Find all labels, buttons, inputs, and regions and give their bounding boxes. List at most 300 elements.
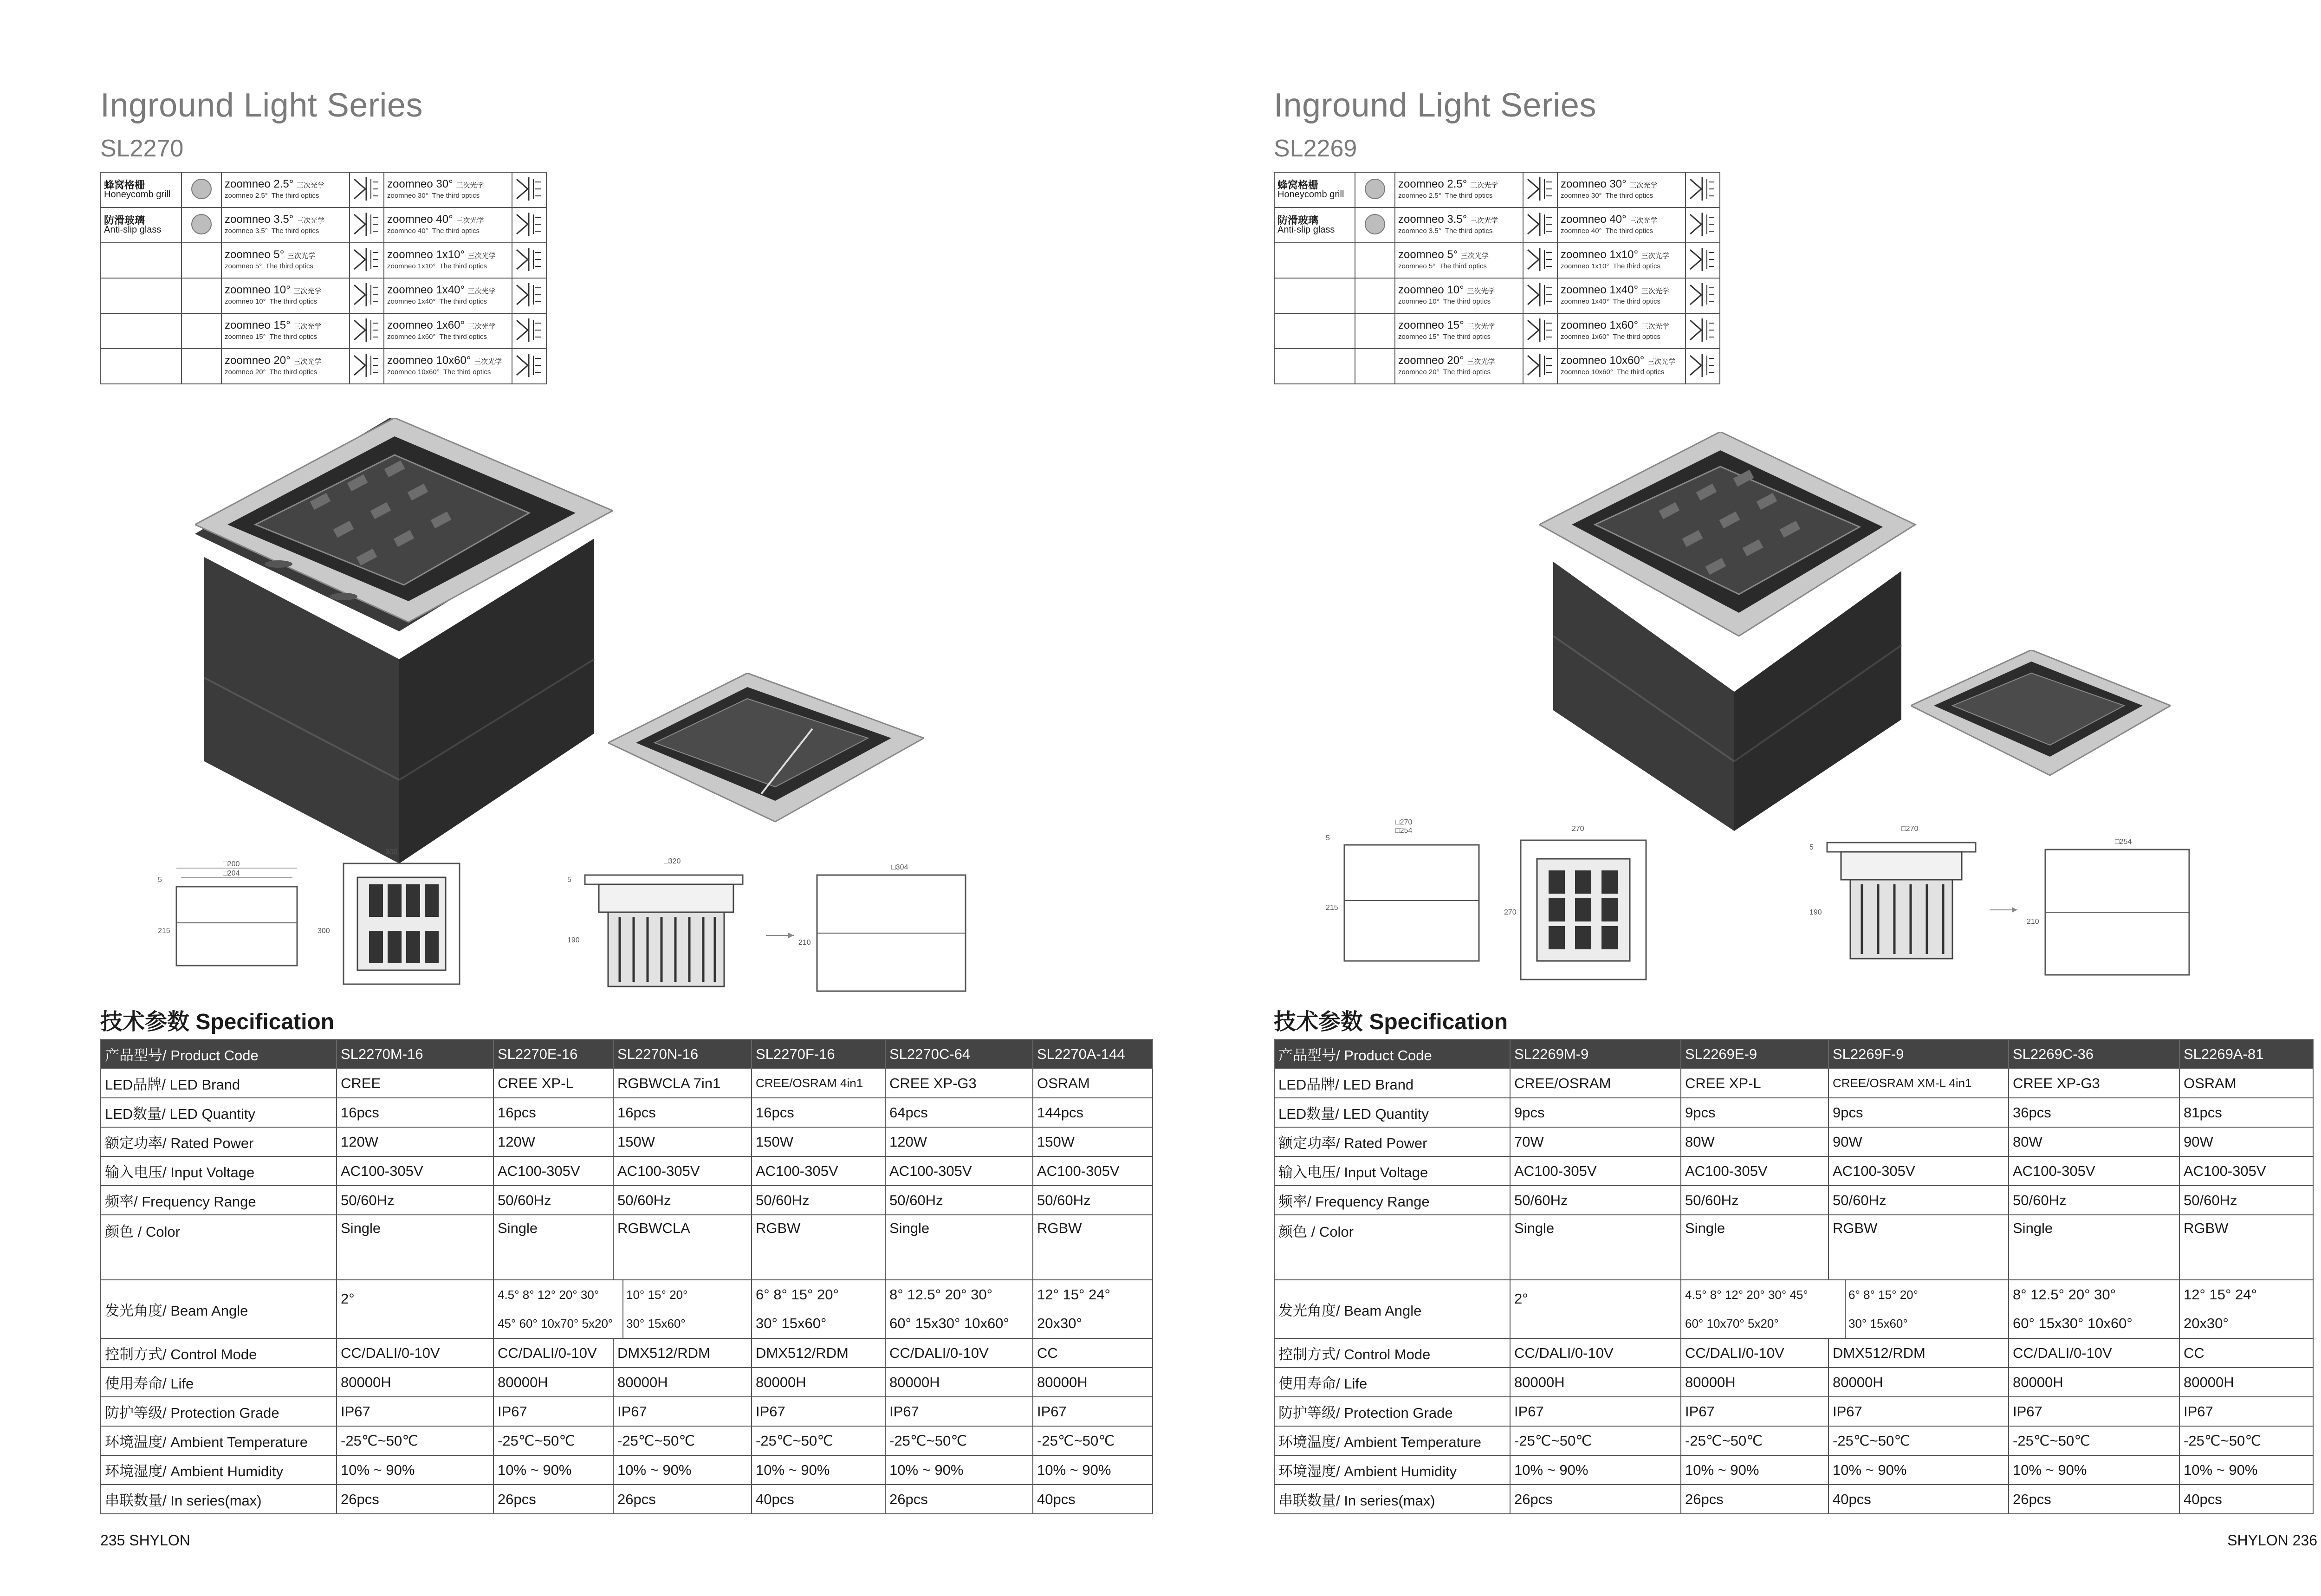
svg-text:□270: □270	[1901, 825, 1919, 833]
spec-cell: 输入电压/ Input Voltage	[1274, 1156, 1510, 1186]
spec-cell: 50/60Hz	[752, 1186, 885, 1215]
model-number: SL2269	[1274, 135, 1357, 162]
option-swatch	[1355, 278, 1395, 313]
spec-cell: 4.5° 8° 12° 20° 30° 45° 60° 10x70° 5x20° 6° 8° 15° 20° 30° 15x60°	[1681, 1280, 2009, 1338]
optic-option: zoomneo 1x10° 三次光学 zoomneo 1x10° The third optics	[384, 243, 512, 278]
spec-header-cell: 产品型号/ Product Code	[1274, 1039, 1510, 1069]
spec-cell: 80000H	[1033, 1368, 1153, 1397]
spec-cell: IP67	[1828, 1397, 2009, 1426]
spec-header-cell: SL2269E-9	[1681, 1039, 1828, 1069]
spec-row	[101, 1338, 1153, 1368]
spec-cell: IP67	[613, 1397, 752, 1426]
spec-cell: 4.5° 8° 12° 20° 30° 45° 60° 10x70° 5x20° 10° 15° 20° 30° 15x60°	[493, 1280, 752, 1338]
beam-optic-icon	[352, 210, 381, 239]
spec-cell: -25℃~50℃	[337, 1426, 493, 1455]
spec-cell: 控制方式/ Control Mode	[101, 1338, 337, 1368]
spec-table	[100, 1039, 1153, 1514]
model-number: SL2270	[100, 135, 184, 162]
spec-cell: -25℃~50℃	[1828, 1426, 2009, 1455]
svg-text:□270: □270	[1395, 818, 1413, 826]
spec-header-cell: SL2270M-16	[337, 1039, 493, 1069]
spec-cell: -25℃~50℃	[1510, 1426, 1681, 1455]
spec-cell: -25℃~50℃	[885, 1426, 1033, 1455]
option-category	[1274, 243, 1355, 278]
beam-optic-icon	[1526, 316, 1555, 344]
spec-cell: 16pcs	[337, 1098, 493, 1127]
beam-optic-icon	[1688, 351, 1717, 380]
spec-cell: Single	[493, 1215, 613, 1280]
spec-row	[101, 1215, 1153, 1280]
spec-cell: 发光角度/ Beam Angle	[101, 1280, 337, 1338]
spec-cell: 16pcs	[493, 1098, 613, 1127]
spec-cell: 2°	[337, 1280, 493, 1338]
spec-cell: 50/60Hz	[1510, 1186, 1681, 1215]
spec-cell: IP67	[1681, 1397, 1828, 1426]
series-title: Inground Light Series	[100, 87, 423, 124]
option-category: 防滑玻璃 Anti-slip glass	[101, 208, 182, 243]
spec-cell: 150W	[1033, 1127, 1153, 1156]
option-row	[1274, 243, 1720, 278]
spec-cell: 额定功率/ Rated Power	[101, 1127, 337, 1156]
glass-swatch-icon	[1365, 214, 1385, 234]
spec-header-cell: SL2269A-81	[2179, 1039, 2313, 1069]
spec-header-cell: SL2270A-144	[1033, 1039, 1153, 1069]
spec-cell: -25℃~50℃	[1033, 1426, 1153, 1455]
option-category	[1274, 278, 1355, 313]
fixture-small-image	[608, 673, 924, 840]
optic-option: zoomneo 15° 三次光学 zoomneo 15° The third optics	[1395, 313, 1523, 349]
page-right	[1168, 0, 2321, 1596]
optic-option: zoomneo 3.5° 三次光学 zoomneo 3.5° The third optics	[221, 208, 350, 243]
spec-cell: 颜色 / Color	[101, 1215, 337, 1280]
side-view-drawing-2	[761, 861, 975, 1000]
option-row	[1274, 278, 1720, 313]
spec-cell: 90W	[2179, 1127, 2313, 1156]
spec-cell: -25℃~50℃	[613, 1426, 752, 1455]
svg-text:□204: □204	[223, 869, 240, 877]
spec-cell: LED品牌/ LED Brand	[101, 1069, 337, 1098]
spec-cell: 10% ~ 90%	[1033, 1455, 1153, 1485]
glass-swatch-icon	[191, 214, 212, 234]
svg-text:270: 270	[1504, 908, 1517, 916]
svg-text:215: 215	[158, 927, 170, 935]
spec-cell: 150W	[752, 1127, 885, 1156]
page-number: 235 SHYLON	[100, 1532, 190, 1549]
optic-option: zoomneo 20° 三次光学 zoomneo 20° The third optics	[221, 349, 350, 384]
spec-cell: 26pcs	[1681, 1485, 1828, 1514]
spec-cell: CC/DALI/0-10V	[2009, 1338, 2179, 1368]
svg-text:5: 5	[1326, 834, 1330, 842]
spec-cell: 50/60Hz	[2179, 1186, 2313, 1215]
spec-cell: IP67	[2009, 1397, 2179, 1426]
option-category	[101, 313, 182, 349]
svg-text:□304: □304	[891, 863, 908, 871]
spec-cell: 26pcs	[493, 1485, 613, 1514]
option-row	[101, 208, 546, 243]
fixture-small-image	[1911, 650, 2171, 789]
spec-cell: 串联数量/ In series(max)	[1274, 1485, 1510, 1514]
spec-cell: 输入电压/ Input Voltage	[101, 1156, 337, 1186]
fixture-large-image	[195, 418, 613, 882]
top-view-drawing	[316, 845, 469, 998]
option-row	[1274, 349, 1720, 384]
optic-option: zoomneo 5° 三次光学 zoomneo 5° The third optics	[1395, 243, 1523, 278]
spec-cell: LED数量/ LED Quantity	[1274, 1098, 1510, 1127]
spec-row-beam	[101, 1280, 1153, 1338]
option-swatch	[1355, 208, 1395, 243]
spec-cell: AC100-305V	[752, 1156, 885, 1186]
option-row	[1274, 208, 1720, 243]
spec-cell: DMX512/RDM	[752, 1338, 885, 1368]
optic-option: zoomneo 1x60° 三次光学 zoomneo 1x60° The third optics	[1557, 313, 1686, 349]
spec-cell: 10% ~ 90%	[1828, 1455, 2009, 1485]
svg-text:□254: □254	[1395, 827, 1413, 835]
spec-cell: RGBW	[752, 1215, 885, 1280]
spec-cell: 70W	[1510, 1127, 1681, 1156]
spec-cell: RGBWCLA	[613, 1215, 752, 1280]
spec-cell: 50/60Hz	[885, 1186, 1033, 1215]
spec-cell: LED品牌/ LED Brand	[1274, 1069, 1510, 1098]
spec-cell: 144pcs	[1033, 1098, 1153, 1127]
spec-header-cell: SL2270F-16	[752, 1039, 885, 1069]
spec-cell: DMX512/RDM	[613, 1338, 752, 1368]
spec-cell: 80000H	[752, 1368, 885, 1397]
spec-cell: 环境湿度/ Ambient Humidity	[101, 1455, 337, 1485]
spec-row	[1274, 1127, 2313, 1156]
front-view-drawing	[566, 854, 752, 998]
beam-optic-icon	[352, 280, 381, 309]
svg-text:215: 215	[1326, 904, 1338, 912]
spec-row	[101, 1455, 1153, 1485]
beam-optic-icon	[352, 245, 381, 274]
spec-cell: AC100-305V	[613, 1156, 752, 1186]
side-view-drawing	[153, 859, 302, 984]
svg-text:190: 190	[567, 936, 580, 944]
spec-cell: 50/60Hz	[1828, 1186, 2009, 1215]
spec-row	[1274, 1338, 2313, 1368]
spec-cell: -25℃~50℃	[493, 1426, 613, 1455]
spec-cell: 10% ~ 90%	[493, 1455, 613, 1485]
option-category: 蜂窝格栅 Honeycomb grill	[101, 172, 182, 208]
spec-cell: 80000H	[493, 1368, 613, 1397]
spec-cell: Single	[885, 1215, 1033, 1280]
spec-cell: 环境温度/ Ambient Temperature	[101, 1426, 337, 1455]
spec-row	[101, 1156, 1153, 1186]
options-grid	[1274, 172, 1720, 384]
spec-cell: CREE XP-G3	[885, 1069, 1033, 1098]
beam-optic-icon	[1526, 245, 1555, 274]
spec-cell: DMX512/RDM	[1828, 1338, 2009, 1368]
spec-cell: 50/60Hz	[493, 1186, 613, 1215]
beam-optic-icon	[515, 245, 544, 274]
optic-option: zoomneo 40° 三次光学 zoomneo 40° The third optics	[384, 208, 512, 243]
beam-optic-icon	[352, 175, 381, 203]
spec-cell: 26pcs	[1510, 1485, 1681, 1514]
spec-header-cell: SL2270N-16	[613, 1039, 752, 1069]
option-swatch	[1355, 172, 1395, 208]
option-swatch	[1355, 243, 1395, 278]
beam-optic-icon	[515, 210, 544, 239]
beam-optic-icon	[515, 280, 544, 309]
spec-cell: 64pcs	[885, 1098, 1033, 1127]
beam-optic-icon	[352, 316, 381, 344]
spec-cell: AC100-305V	[493, 1156, 613, 1186]
spec-cell: 26pcs	[613, 1485, 752, 1514]
spec-cell: 6° 8° 15° 20° 30° 15x60°	[752, 1280, 885, 1338]
optic-option: zoomneo 15° 三次光学 zoomneo 15° The third optics	[221, 313, 350, 349]
spec-cell: 16pcs	[613, 1098, 752, 1127]
option-row	[101, 349, 546, 384]
spec-cell: 8° 12.5° 20° 30° 60° 15x30° 10x60°	[2009, 1280, 2179, 1338]
spec-cell: 2°	[1510, 1280, 1681, 1338]
optic-option: zoomneo 20° 三次光学 zoomneo 20° The third optics	[1395, 349, 1523, 384]
beam-optic-icon	[1526, 175, 1555, 203]
spec-cell: 10% ~ 90%	[2179, 1455, 2313, 1485]
spec-row	[1274, 1069, 2313, 1098]
spec-row	[1274, 1426, 2313, 1455]
beam-optic-icon	[515, 316, 544, 344]
svg-text:□320: □320	[664, 857, 681, 865]
optic-option: zoomneo 30° 三次光学 zoomneo 30° The third optics	[384, 172, 512, 208]
option-row	[1274, 313, 1720, 349]
spec-row	[101, 1186, 1153, 1215]
optic-option: zoomneo 10x60° 三次光学 zoomneo 10x60° The third optics	[1557, 349, 1686, 384]
optic-option: zoomneo 5° 三次光学 zoomneo 5° The third optics	[221, 243, 350, 278]
spec-cell: 10% ~ 90%	[752, 1455, 885, 1485]
spec-cell: CREE/OSRAM XM-L 4in1	[1828, 1069, 2009, 1098]
spec-cell: 10% ~ 90%	[337, 1455, 493, 1485]
optic-option: zoomneo 10° 三次光学 zoomneo 10° The third optics	[221, 278, 350, 313]
option-row	[101, 172, 546, 208]
spec-cell: 防护等级/ Protection Grade	[101, 1397, 337, 1426]
spec-row	[101, 1397, 1153, 1426]
spec-cell: 120W	[337, 1127, 493, 1156]
optic-option: zoomneo 3.5° 三次光学 zoomneo 3.5° The third optics	[1395, 208, 1523, 243]
spec-cell: AC100-305V	[2009, 1156, 2179, 1186]
option-row	[101, 313, 546, 349]
spec-cell: 12° 15° 24° 20x30°	[2179, 1280, 2313, 1338]
spec-cell: 8° 12.5° 20° 30° 60° 15x30° 10x60°	[885, 1280, 1033, 1338]
spec-cell: Single	[2009, 1215, 2179, 1280]
spec-cell: Single	[1510, 1215, 1681, 1280]
spec-header-cell: SL2270E-16	[493, 1039, 613, 1069]
spec-cell: 发光角度/ Beam Angle	[1274, 1280, 1510, 1338]
page-number: SHYLON 236	[2227, 1532, 2317, 1549]
svg-text:□254: □254	[2115, 838, 2132, 846]
spec-cell: CC/DALI/0-10V	[337, 1338, 493, 1368]
series-title: Inground Light Series	[1274, 87, 1596, 124]
beam-optic-icon	[1688, 280, 1717, 309]
option-category	[101, 278, 182, 313]
options-grid	[100, 172, 547, 384]
spec-cell: RGBW	[1828, 1215, 2009, 1280]
spec-cell: 40pcs	[1828, 1485, 2009, 1514]
option-category: 防滑玻璃 Anti-slip glass	[1274, 208, 1355, 243]
spec-cell: LED数量/ LED Quantity	[101, 1098, 337, 1127]
spec-cell: Single	[337, 1215, 493, 1280]
spec-cell: 10% ~ 90%	[613, 1455, 752, 1485]
option-swatch	[182, 208, 221, 243]
spec-cell: AC100-305V	[1681, 1156, 1828, 1186]
spec-cell: CC/DALI/0-10V	[885, 1338, 1033, 1368]
spec-row	[1274, 1186, 2313, 1215]
svg-text:270: 270	[1572, 825, 1584, 833]
spec-cell: 80000H	[1681, 1368, 1828, 1397]
spec-row	[1274, 1455, 2313, 1485]
svg-text:190: 190	[1809, 908, 1822, 916]
spec-row	[101, 1069, 1153, 1098]
beam-optic-icon	[1688, 316, 1717, 344]
spec-row	[1274, 1156, 2313, 1186]
spec-cell: 颜色 / Color	[1274, 1215, 1510, 1280]
spec-cell: 使用寿命/ Life	[101, 1368, 337, 1397]
spec-cell: RGBW	[2179, 1215, 2313, 1280]
spec-header-cell: 产品型号/ Product Code	[101, 1039, 337, 1069]
spec-cell: 50/60Hz	[1033, 1186, 1153, 1215]
optic-option: zoomneo 1x40° 三次光学 zoomneo 1x40° The third optics	[384, 278, 512, 313]
option-swatch	[1355, 349, 1395, 384]
spec-row	[1274, 1098, 2313, 1127]
spec-cell: 120W	[493, 1127, 613, 1156]
spec-cell: 80000H	[2009, 1368, 2179, 1397]
beam-optic-icon	[1526, 210, 1555, 239]
option-category	[1274, 313, 1355, 349]
beam-optic-icon	[515, 175, 544, 203]
spec-header-row	[1274, 1039, 2313, 1069]
svg-text:5: 5	[1809, 843, 1814, 851]
spec-cell: 防护等级/ Protection Grade	[1274, 1397, 1510, 1426]
beam-optic-icon	[1526, 351, 1555, 380]
spec-cell: IP67	[752, 1397, 885, 1426]
spec-cell: IP67	[337, 1397, 493, 1426]
spec-cell: -25℃~50℃	[752, 1426, 885, 1455]
spec-cell: 10% ~ 90%	[1510, 1455, 1681, 1485]
svg-text:5: 5	[158, 876, 162, 884]
spec-cell: 串联数量/ In series(max)	[101, 1485, 337, 1514]
spec-cell: 频率/ Frequency Range	[1274, 1186, 1510, 1215]
spec-heading: 技术参数 Specification	[100, 1010, 335, 1034]
optic-option: zoomneo 10x60° 三次光学 zoomneo 10x60° The third optics	[384, 349, 512, 384]
glass-swatch-icon	[191, 179, 212, 199]
spec-cell: 16pcs	[752, 1098, 885, 1127]
spec-cell: CC/DALI/0-10V	[493, 1338, 613, 1368]
spec-cell: AC100-305V	[1828, 1156, 2009, 1186]
option-category: 蜂窝格栅 Honeycomb grill	[1274, 172, 1355, 208]
spec-cell: 26pcs	[2009, 1485, 2179, 1514]
spec-cell: 40pcs	[752, 1485, 885, 1514]
beam-optic-icon	[1688, 175, 1717, 203]
beam-optic-icon	[1688, 245, 1717, 274]
side-view-drawing	[1321, 817, 1488, 975]
spec-cell: 额定功率/ Rated Power	[1274, 1127, 1510, 1156]
spec-cell: AC100-305V	[1033, 1156, 1153, 1186]
spec-cell: OSRAM	[2179, 1069, 2313, 1098]
option-swatch	[1355, 313, 1395, 349]
spec-cell: 80W	[1681, 1127, 1828, 1156]
option-category	[1274, 349, 1355, 384]
spec-cell: CC/DALI/0-10V	[1510, 1338, 1681, 1368]
spec-cell: 环境温度/ Ambient Temperature	[1274, 1426, 1510, 1455]
spec-row	[101, 1127, 1153, 1156]
spec-cell: -25℃~50℃	[2009, 1426, 2179, 1455]
option-row	[1274, 172, 1720, 208]
optic-option: zoomneo 2.5° 三次光学 zoomneo 2.5° The third optics	[1395, 172, 1523, 208]
spec-cell: CC/DALI/0-10V	[1681, 1338, 1828, 1368]
beam-optic-icon	[1526, 280, 1555, 309]
spec-cell: 9pcs	[1681, 1098, 1828, 1127]
spec-heading: 技术参数 Specification	[1274, 1010, 1508, 1034]
spec-cell: 10% ~ 90%	[1681, 1455, 1828, 1485]
spec-cell: 40pcs	[2179, 1485, 2313, 1514]
spec-header-cell: SL2269F-9	[1828, 1039, 2009, 1069]
optic-option: zoomneo 30° 三次光学 zoomneo 30° The third optics	[1557, 172, 1686, 208]
spec-cell: 120W	[885, 1127, 1033, 1156]
optic-option: zoomneo 1x40° 三次光学 zoomneo 1x40° The third optics	[1557, 278, 1686, 313]
spec-row-beam	[1274, 1280, 2313, 1338]
spec-cell: 控制方式/ Control Mode	[1274, 1338, 1510, 1368]
top-view-drawing	[1502, 822, 1655, 989]
fixture-large-image	[1539, 432, 1920, 840]
spec-cell: 36pcs	[2009, 1098, 2179, 1127]
svg-text:5: 5	[567, 876, 571, 884]
spec-cell: CREE XP-L	[1681, 1069, 1828, 1098]
spec-row	[1274, 1485, 2313, 1514]
side-view-drawing-2	[1985, 836, 2203, 984]
spec-row	[101, 1098, 1153, 1127]
option-row	[101, 243, 546, 278]
spec-cell: IP67	[1510, 1397, 1681, 1426]
spec-cell: 80W	[2009, 1127, 2179, 1156]
spec-cell: AC100-305V	[885, 1156, 1033, 1186]
spec-cell: OSRAM	[1033, 1069, 1153, 1098]
optic-option: zoomneo 40° 三次光学 zoomneo 40° The third optics	[1557, 208, 1686, 243]
spec-cell: 50/60Hz	[2009, 1186, 2179, 1215]
beam-optic-icon	[1688, 210, 1717, 239]
spec-cell: 80000H	[1510, 1368, 1681, 1397]
spec-row	[1274, 1215, 2313, 1280]
spec-cell: CC	[2179, 1338, 2313, 1368]
spec-cell: RGBWCLA 7in1	[613, 1069, 752, 1098]
spec-cell: 90W	[1828, 1127, 2009, 1156]
option-row	[101, 278, 546, 313]
spec-cell: AC100-305V	[1510, 1156, 1681, 1186]
spec-cell: Single	[1681, 1215, 1828, 1280]
option-category	[101, 243, 182, 278]
spec-cell: AC100-305V	[337, 1156, 493, 1186]
spec-cell: 12° 15° 24° 20x30°	[1033, 1280, 1153, 1338]
spec-cell: 50/60Hz	[337, 1186, 493, 1215]
spec-header-cell: SL2270C-64	[885, 1039, 1033, 1069]
spec-cell: 26pcs	[337, 1485, 493, 1514]
spec-header-cell: SL2269C-36	[2009, 1039, 2179, 1069]
spec-cell: 10% ~ 90%	[885, 1455, 1033, 1485]
spec-cell: RGBW	[1033, 1215, 1153, 1280]
spec-cell: IP67	[493, 1397, 613, 1426]
spec-cell: CC	[1033, 1338, 1153, 1368]
spec-header-cell: SL2269M-9	[1510, 1039, 1681, 1069]
spec-row	[1274, 1368, 2313, 1397]
front-view-drawing	[1809, 822, 1985, 975]
spec-cell: AC100-305V	[2179, 1156, 2313, 1186]
spec-cell: CREE	[337, 1069, 493, 1098]
optic-option: zoomneo 1x60° 三次光学 zoomneo 1x60° The third optics	[384, 313, 512, 349]
option-swatch	[182, 349, 221, 384]
spec-cell: 9pcs	[1828, 1098, 2009, 1127]
spec-cell: CREE XP-L	[493, 1069, 613, 1098]
option-swatch	[182, 278, 221, 313]
svg-text:□200: □200	[223, 860, 240, 868]
spec-cell: 80000H	[613, 1368, 752, 1397]
